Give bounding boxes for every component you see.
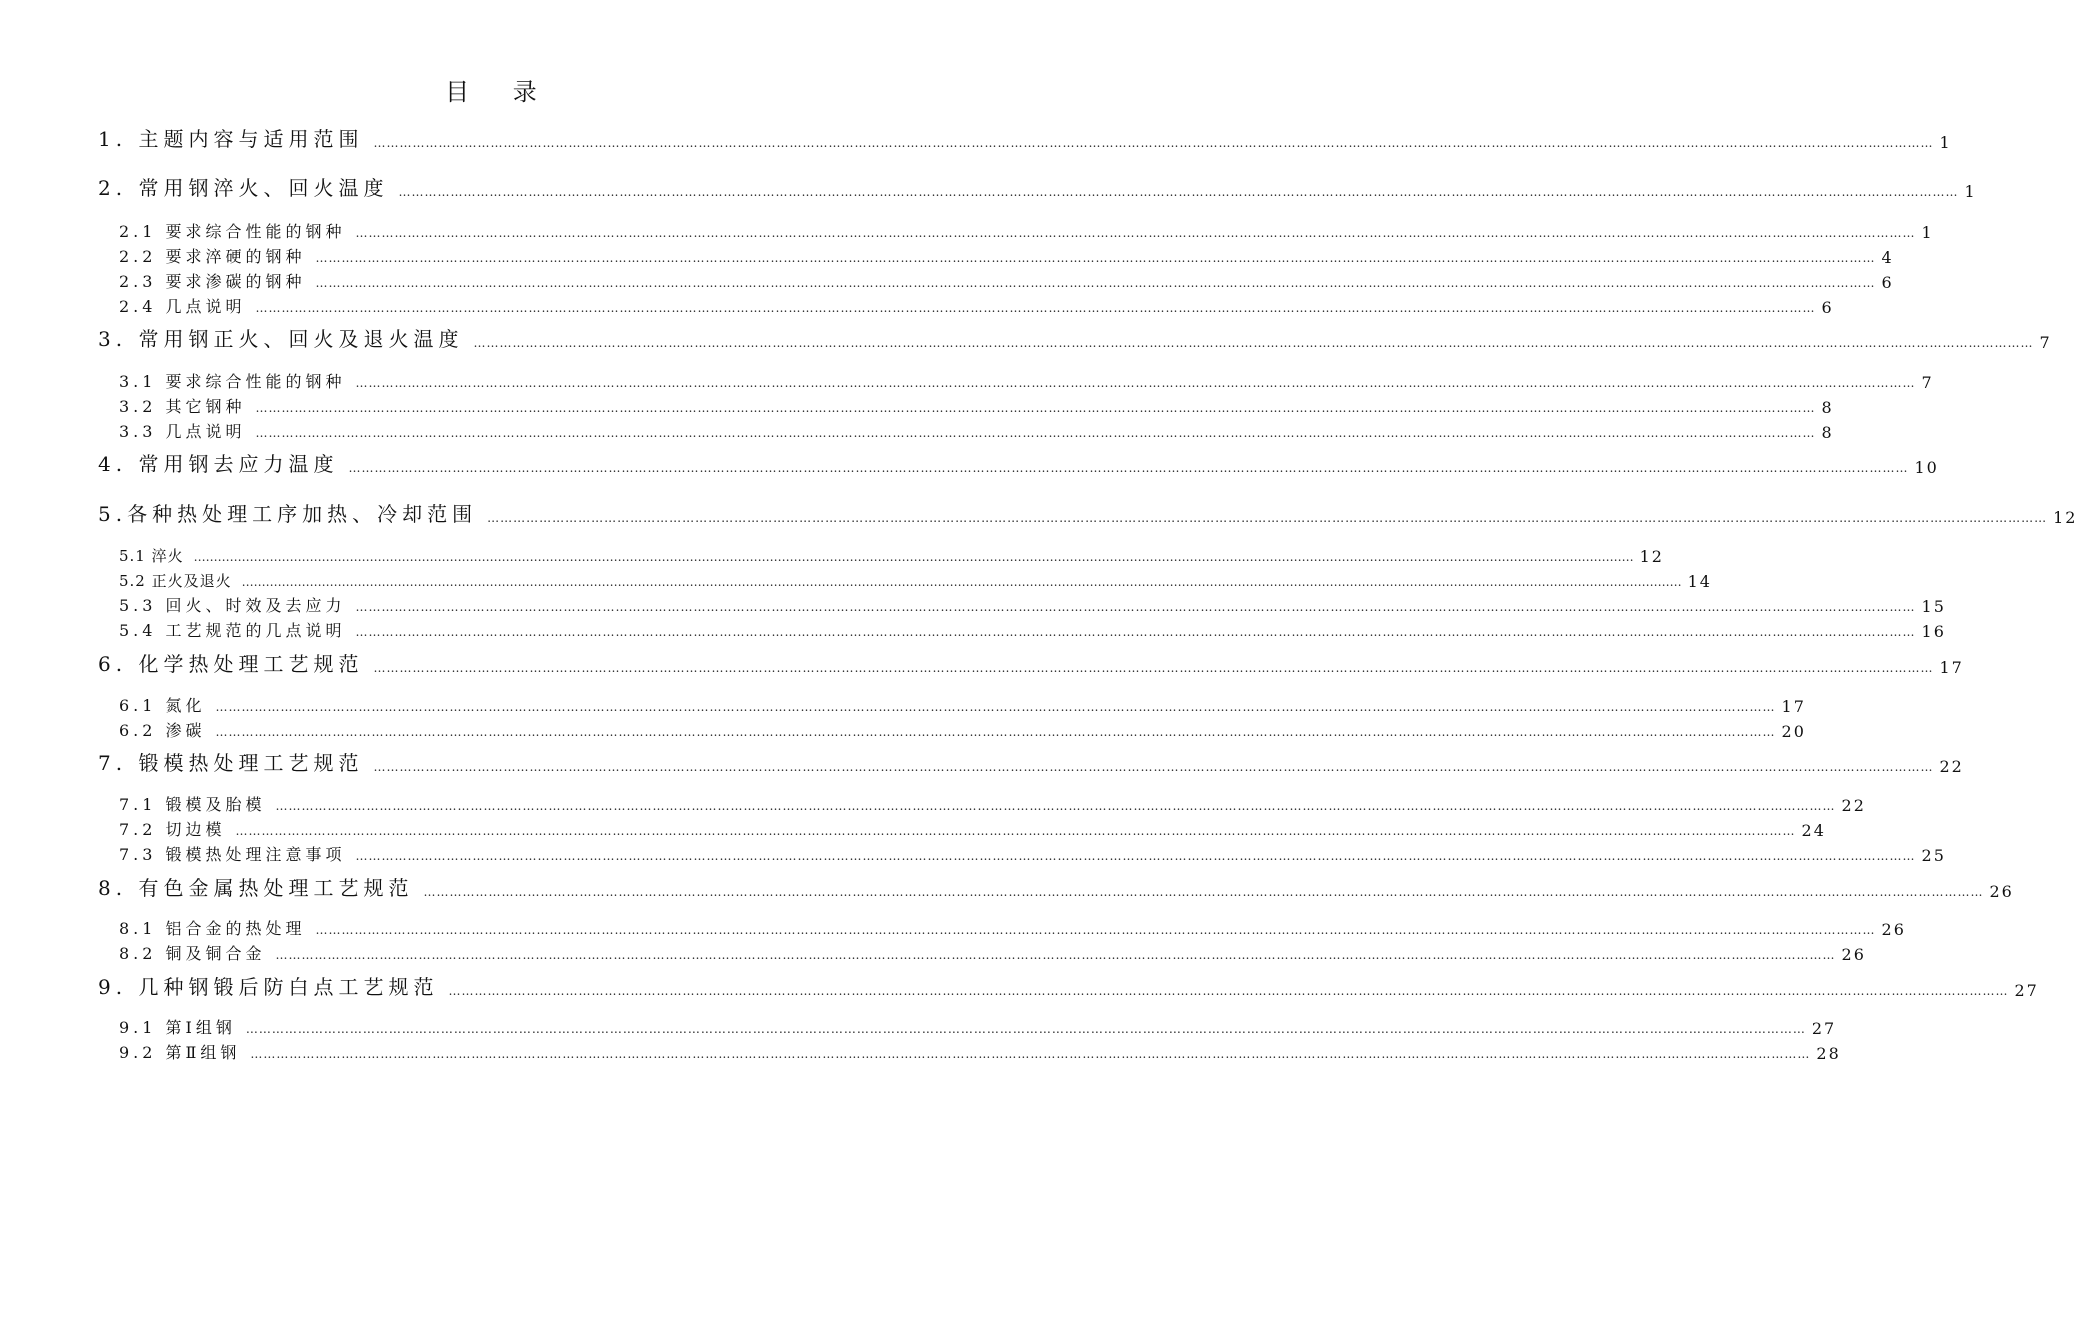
toc-section-2-4[interactable] <box>0 293 1834 317</box>
toc-label: 1. 主题内容与适用范围 <box>98 127 364 151</box>
toc-section-3-1[interactable] <box>0 368 1934 392</box>
toc-section-9-2[interactable] <box>0 1039 1841 1063</box>
leader-dots: ……………………………………………………………………………………………………………………………………………………………………………………………………………………………………………………………………………………………………………………………… <box>487 511 2048 525</box>
toc-section-8-1[interactable] <box>0 915 1906 939</box>
toc-page-number: 17 <box>1939 658 1964 677</box>
leader-dots: ……………………………………………………………………………………………………………………………………………………………………………………………………………………………………………………………………………………………………………………………… <box>398 185 1959 199</box>
leader-dots: ……………………………………………………………………………………………………………………………………………………………………………………………………………………………………………………………………………………………………………………………… <box>215 700 1776 714</box>
toc-label: 3.1 要求综合性能的钢种 <box>119 372 346 391</box>
toc-section-2-3[interactable] <box>0 268 1894 292</box>
toc-label: 2. 常用钢淬火、回火温度 <box>98 176 389 200</box>
leader-dots: ……………………………………………………………………………………………………………………………………………………………………………………………………………………………………………………………………………………………………………………………… <box>373 661 1934 675</box>
toc-label: 5.1 淬火 <box>119 547 184 565</box>
toc-chapter-7[interactable] <box>0 751 1964 776</box>
toc-label: 2.3 要求渗碳的钢种 <box>119 272 306 291</box>
toc-page-number: 7 <box>2039 333 2052 352</box>
leader-dots: ……………………………………………………………………………………………………………………………………………………………………………………………………………………………………………………………………………………………………………………………… <box>193 550 1634 564</box>
toc-page-number: 15 <box>1921 597 1946 616</box>
toc-label: 2.2 要求淬硬的钢种 <box>119 247 306 266</box>
toc-section-8-2[interactable] <box>0 940 1866 964</box>
toc-page-number: 26 <box>1881 920 1906 939</box>
leader-dots: ……………………………………………………………………………………………………………………………………………………………………………………………………………………………………………………………………………………………………………………………… <box>255 301 1816 315</box>
toc-label: 9. 几种钢锻后防白点工艺规范 <box>98 975 439 999</box>
toc-page-number: 24 <box>1801 821 1826 840</box>
toc-section-2-2[interactable] <box>0 243 1894 267</box>
toc-page-number: 4 <box>1881 248 1894 267</box>
toc-label: 9.1 第Ⅰ组钢 <box>119 1018 236 1037</box>
leader-dots: ……………………………………………………………………………………………………………………………………………………………………………………………………………………………………………………………………………………………………………………………… <box>355 376 1916 390</box>
toc-section-7-3[interactable] <box>0 841 1946 865</box>
toc-chapter-3[interactable] <box>0 327 2052 352</box>
leader-dots: ……………………………………………………………………………………………………………………………………………………………………………………………………………………………………………………………………………………………………………………………… <box>423 885 1984 899</box>
leader-dots: ……………………………………………………………………………………………………………………………………………………………………………………………………………………………………………………………………………………………………………………………… <box>348 461 1909 475</box>
toc-section-6-2[interactable] <box>0 717 1806 741</box>
leader-dots: ……………………………………………………………………………………………………………………………………………………………………………………………………………………………………………………………………………………………………………………………… <box>275 799 1836 813</box>
toc-page-number: 28 <box>1816 1044 1841 1063</box>
toc-page-number: 1 <box>1939 133 1952 152</box>
toc-section-5-1[interactable] <box>0 542 1664 566</box>
toc-page-number: 17 <box>1781 697 1806 716</box>
toc-label: 4. 常用钢去应力温度 <box>98 452 339 476</box>
toc-page-number: 7 <box>1921 373 1934 392</box>
toc-label: 6.1 氮化 <box>119 696 206 715</box>
toc-page-number: 1 <box>1921 223 1934 242</box>
leader-dots: ……………………………………………………………………………………………………………………………………………………………………………………………………………………………………………………………………………………………………………………………… <box>235 824 1796 838</box>
toc-label: 7. 锻模热处理工艺规范 <box>98 751 364 775</box>
toc-section-6-1[interactable] <box>0 692 1806 716</box>
toc-chapter-5[interactable] <box>0 502 2077 527</box>
toc-label: 5.各种热处理工序加热、冷却范围 <box>98 502 478 526</box>
toc-section-3-3[interactable] <box>0 418 1834 442</box>
toc-page-number: 1 <box>1964 182 1977 201</box>
leader-dots: ……………………………………………………………………………………………………………………………………………………………………………………………………………………………………………………………………………………………………………………………… <box>250 1047 1811 1061</box>
toc-page-number: 27 <box>2014 981 2039 1000</box>
leader-dots: ……………………………………………………………………………………………………………………………………………………………………………………………………………………………………………………………………………………………………………………………… <box>315 276 1876 290</box>
toc-page-number: 20 <box>1781 722 1806 741</box>
toc-section-9-1[interactable] <box>0 1014 1837 1038</box>
toc-page-number: 27 <box>1811 1019 1837 1038</box>
leader-dots: ……………………………………………………………………………………………………………………………………………………………………………………………………………………………………………………………………………………………………………………………… <box>373 136 1934 150</box>
toc-page-number: 12 <box>2053 508 2077 527</box>
toc-label: 3.2 其它钢种 <box>119 397 246 416</box>
toc-label: 7.3 锻模热处理注意事项 <box>119 845 346 864</box>
toc-section-5-4[interactable] <box>0 617 1946 641</box>
toc-chapter-1[interactable] <box>0 127 1952 152</box>
leader-dots: ……………………………………………………………………………………………………………………………………………………………………………………………………………………………………………………………………………………………………………………………… <box>373 760 1934 774</box>
leader-dots: ……………………………………………………………………………………………………………………………………………………………………………………………………………………………………………………………………………………………………………………………… <box>355 625 1916 639</box>
toc-page-number: 22 <box>1841 796 1866 815</box>
toc-page-number: 26 <box>1989 882 2014 901</box>
toc-page-number: 25 <box>1921 846 1946 865</box>
toc-label: 5.3 回火、时效及去应力 <box>119 596 346 615</box>
leader-dots: ……………………………………………………………………………………………………………………………………………………………………………………………………………………………………………………………………………………………………………………………… <box>355 849 1916 863</box>
toc-label: 9.2 第Ⅱ组钢 <box>119 1043 241 1062</box>
toc-section-5-3[interactable] <box>0 592 1946 616</box>
toc-chapter-9[interactable] <box>0 975 2039 1000</box>
toc-page-number: 10 <box>1914 458 1939 477</box>
leader-dots: ……………………………………………………………………………………………………………………………………………………………………………………………………………………………………………………………………………………………………………………………… <box>241 575 1682 589</box>
leader-dots: ……………………………………………………………………………………………………………………………………………………………………………………………………………………………………………………………………………………………………………………………… <box>245 1022 1806 1036</box>
leader-dots: ……………………………………………………………………………………………………………………………………………………………………………………………………………………………………………………………………………………………………………………………… <box>355 226 1916 240</box>
toc-label: 8. 有色金属热处理工艺规范 <box>98 876 414 900</box>
toc-page-number: 12 <box>1639 547 1664 566</box>
toc-label: 6.2 渗碳 <box>119 721 206 740</box>
toc-chapter-2[interactable] <box>0 176 1977 201</box>
toc-label: 2.4 几点说明 <box>119 297 246 316</box>
toc-section-3-2[interactable] <box>0 393 1834 417</box>
toc-section-7-1[interactable] <box>0 791 1866 815</box>
toc-page-number: 14 <box>1687 572 1712 591</box>
leader-dots: ……………………………………………………………………………………………………………………………………………………………………………………………………………………………………………………………………………………………………………………………… <box>355 600 1916 614</box>
leader-dots: ……………………………………………………………………………………………………………………………………………………………………………………………………………………………………………………………………………………………………………………………… <box>215 725 1776 739</box>
leader-dots: ……………………………………………………………………………………………………………………………………………………………………………………………………………………………………………………………………………………………………………………………… <box>255 426 1816 440</box>
toc-label: 3. 常用钢正火、回火及退火温度 <box>98 327 464 351</box>
toc-section-5-2[interactable] <box>0 567 1712 591</box>
toc-chapter-6[interactable] <box>0 652 1964 677</box>
toc-label: 7.1 锻模及胎模 <box>119 795 266 814</box>
toc-page-number: 16 <box>1921 622 1946 641</box>
toc-label: 7.2 切边模 <box>119 820 226 839</box>
toc-label: 8.2 铜及铜合金 <box>119 944 266 963</box>
toc-label: 3.3 几点说明 <box>119 422 246 441</box>
leader-dots: ……………………………………………………………………………………………………………………………………………………………………………………………………………………………………………………………………………………………………………………………… <box>255 401 1816 415</box>
leader-dots: ……………………………………………………………………………………………………………………………………………………………………………………………………………………………………………………………………………………………………………………………… <box>315 251 1876 265</box>
toc-page-number: 22 <box>1939 757 1964 776</box>
leader-dots: ……………………………………………………………………………………………………………………………………………………………………………………………………………………………………………………………………………………………………………………………… <box>315 923 1876 937</box>
toc-page-number: 6 <box>1821 298 1834 317</box>
toc-label: 2.1 要求综合性能的钢种 <box>119 222 346 241</box>
toc-label: 5.2 正火及退火 <box>119 572 232 590</box>
toc-label: 5.4 工艺规范的几点说明 <box>119 621 346 640</box>
toc-page-number: 8 <box>1821 423 1834 442</box>
leader-dots: ……………………………………………………………………………………………………………………………………………………………………………………………………………………………………………………………………………………………………………………………… <box>448 984 2009 998</box>
toc-chapter-8[interactable] <box>0 876 2014 901</box>
toc-label: 6. 化学热处理工艺规范 <box>98 652 364 676</box>
toc-page-number: 26 <box>1841 945 1866 964</box>
toc-section-2-1[interactable] <box>0 218 1934 242</box>
toc-page-number: 6 <box>1881 273 1894 292</box>
leader-dots: ……………………………………………………………………………………………………………………………………………………………………………………………………………………………………………………………………………………………………………………………… <box>275 948 1836 962</box>
page-title: 目 录 <box>445 78 555 106</box>
toc-section-7-2[interactable] <box>0 816 1826 840</box>
toc-chapter-4[interactable] <box>0 452 1939 477</box>
toc-page-number: 8 <box>1821 398 1834 417</box>
toc-label: 8.1 铝合金的热处理 <box>119 919 306 938</box>
leader-dots: ……………………………………………………………………………………………………………………………………………………………………………………………………………………………………………………………………………………………………………………………… <box>473 336 2034 350</box>
